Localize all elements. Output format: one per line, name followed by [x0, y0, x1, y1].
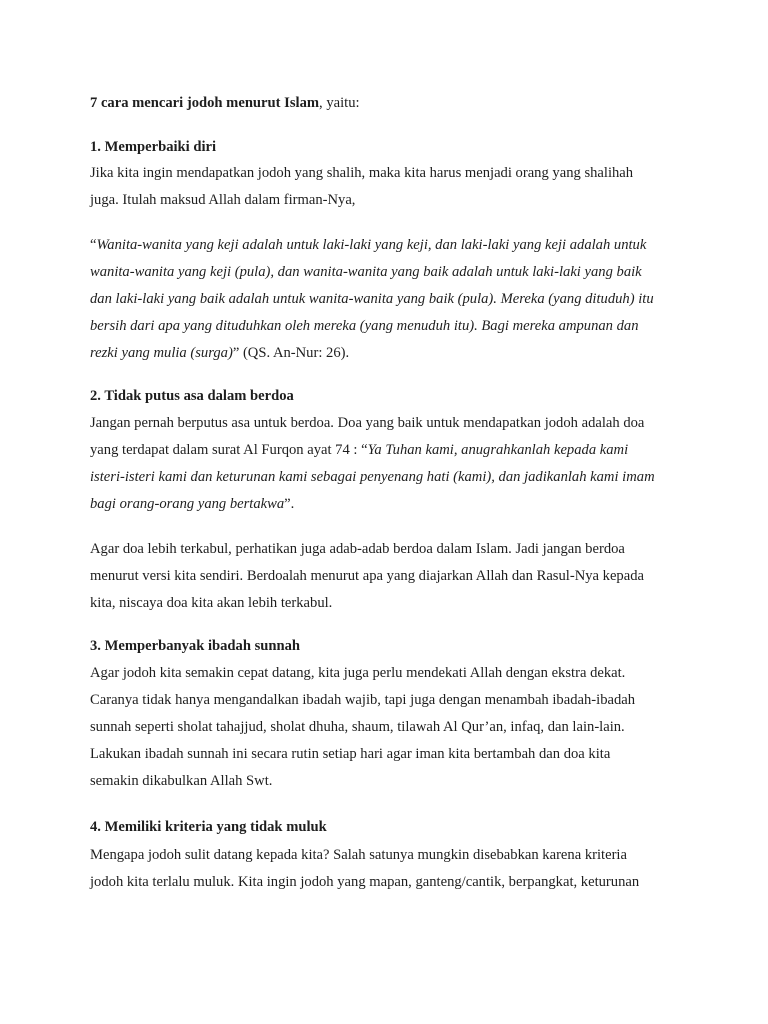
section-1-paragraph-line: juga. Itulah maksud Allah dalam firman-Nya,	[90, 192, 356, 208]
section-1-quote-line: wanita-wanita yang keji (pula), dan wanita-wanita yang baik adalah untuk laki-laki yang baik	[90, 264, 642, 280]
section-3-paragraph-line: semakin dikabulkan Allah Swt.	[90, 773, 273, 789]
section-2-paragraph-line: yang terdapat dalam surat Al Furqon ayat 74 : “Ya Tuhan kami, anugrahkanlah kepada kami	[90, 442, 629, 458]
section-4-paragraph-line: Mengapa jodoh sulit datang kepada kita? Salah satunya mungkin disebabkan karena kriteria	[90, 847, 627, 863]
section-1-heading: 1. Memperbaiki diri	[90, 139, 217, 155]
intro-line	[90, 93, 360, 113]
section-2-paragraph-line: isteri-isteri kami dan keturunan kami sebagai penyenang hati (kami), dan jadikanlah kami imam	[90, 469, 655, 485]
section-1-paragraph-line: Jika kita ingin mendapatkan jodoh yang shalih, maka kita harus menjadi orang yang shalihah	[90, 165, 634, 181]
section-1-quote-line: dan laki-laki yang baik adalah untuk wanita-wanita yang baik (pula). Mereka (yang dituduh) itu	[90, 291, 654, 307]
section-4-heading: 4. Memiliki kriteria yang tidak muluk	[90, 819, 327, 835]
section-1-quote-line: “Wanita-wanita yang keji adalah untuk laki-laki yang keji, dan laki-laki yang keji adalah untuk	[90, 237, 647, 253]
section-4-paragraph-line: jodoh kita terlalu muluk. Kita ingin jodoh yang mapan, ganteng/cantik, berpangkat, keturunan	[90, 874, 640, 890]
intro-title: 7 cara mencari jodoh menurut Islam	[90, 95, 320, 111]
section-2-paragraph-line: Agar doa lebih terkabul, perhatikan juga adab-adab berdoa dalam Islam. Jadi jangan berdoa	[90, 541, 625, 557]
section-3-heading: 3. Memperbanyak ibadah sunnah	[90, 638, 301, 654]
section-2-paragraph-line: kita, niscaya doa kita akan lebih terkabul.	[90, 595, 333, 611]
section-1-quote-line: rezki yang mulia (surga)” (QS. An-Nur: 26).	[90, 345, 350, 361]
section-3-paragraph-line: Agar jodoh kita semakin cepat datang, kita juga perlu mendekati Allah dengan ekstra dekat.	[90, 665, 626, 681]
intro-title-rest: , yaitu:	[319, 95, 360, 111]
section-3-paragraph-line: Lakukan ibadah sunnah ini secara rutin setiap hari agar iman kita bertambah dan doa kita	[90, 746, 611, 762]
section-2-paragraph-line: bagi orang-orang yang bertakwa”.	[90, 496, 295, 512]
section-1-quote-line: bersih dari apa yang dituduhkan oleh mereka (yang menuduh itu). Bagi mereka ampunan dan	[90, 318, 639, 334]
section-2-heading: 2. Tidak putus asa dalam berdoa	[90, 388, 294, 404]
section-2-paragraph-line: Jangan pernah berputus asa untuk berdoa. Doa yang baik untuk mendapatkan jodoh adalah doa	[90, 415, 645, 431]
section-3-paragraph-line: Caranya tidak hanya mengandalkan ibadah wajib, tapi juga dengan menambah ibadah-ibadah	[90, 692, 636, 708]
section-3-paragraph-line: sunnah seperti sholat tahajjud, sholat dhuha, shaum, tilawah Al Qur’an, infaq, dan lain-lain.	[90, 719, 625, 735]
section-2-paragraph-line: menurut versi kita sendiri. Berdoalah menurut apa yang diajarkan Allah dan Rasul-Nya kepada	[90, 568, 644, 584]
